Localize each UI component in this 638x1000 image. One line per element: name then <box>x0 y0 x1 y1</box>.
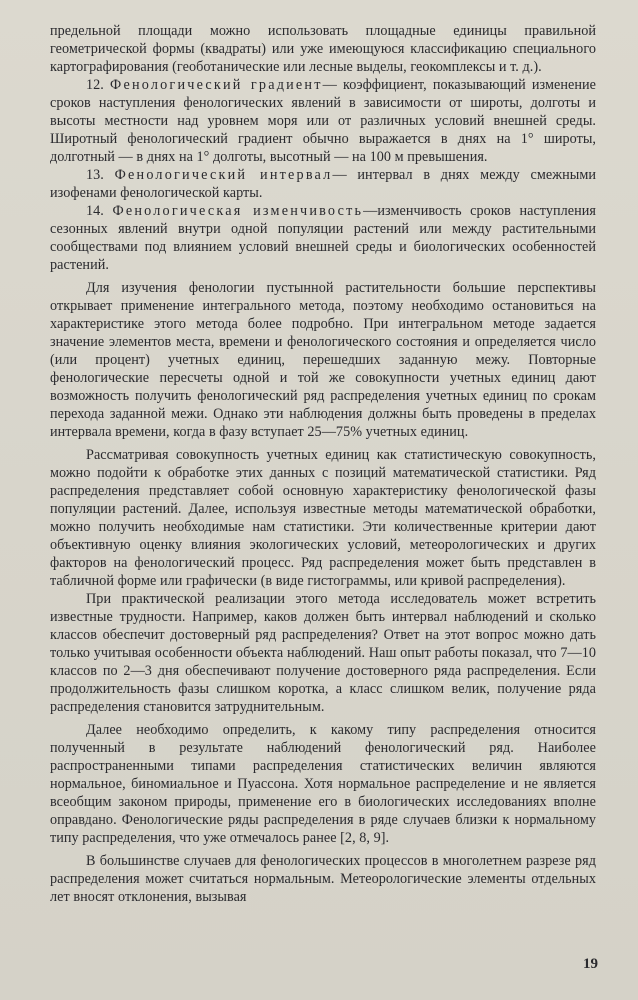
paragraph-statistical-aggregate: Рассматривая совокупность учетных единиц как статистическую совокупность, можно подойти к обработке этих данных с позиций математической статистики. Ряд распределения представляет собой основную характеристику фенологической фазы популяции растений. Далее, используя известные методы математической обработки, можно получить необходимые нам статистики. Эти количественные критерии дают объективную оценку влияния экологических условий, метеорологических и других факторов на фенологический процесс. Ряд распределения может быть представлен в табличной форме или графически (в виде гистограммы, или кривой распределения). <box>50 447 596 589</box>
definition-term: Фенологическая изменчивость <box>112 203 364 219</box>
definition-text: —изменчивость сроков наступления сезонных явлений внутри одной популяции растений или между растительными сообществами под влиянием условий внешней среды и биологических особенностей растений. <box>50 203 596 273</box>
definition-text: — интервал в днях между смежными изофенами фенологической карты. <box>50 167 597 201</box>
definition-text: — коэффициент, показывающий изменение сроков наступления фенологических явлений в зависимости от широты, долготы и высоты местности над уровнем моря или от различных условий внешней среды. Широтный фенологический градиент обычно выражается в днях на 1° широты, долготный — в днях на 1° долготы, высотный — на 100 м превышения. <box>50 77 596 165</box>
definition-phenological-gradient <box>50 76 596 166</box>
paragraph-distribution-type: Далее необходимо определить, к какому типу распределения относится полученный в результате наблюдений фенологический ряд. Наиболее распространенными типами распределения статистических величин являются нормальное, биномиальное и Пуассона. Хотя нормальное распределение и не является всеобщим законом природы, применение его в биологических исследованиях вполне оправдано. Фенологические ряды распределения в ряде случаев близки к нормальному типу распределения, что уже отмечалось ранее [2, 8, 9]. <box>50 722 596 846</box>
definition-phenological-variability <box>50 202 596 274</box>
definition-number: 14. <box>86 203 104 219</box>
paragraph-practical-implementation: При практической реализации этого метода исследователь может встретить известные трудности. Например, каков должен быть интервал наблюдений и сколько классов обеспечит достоверный ряд распределения? Ответ на этот вопрос можно дать только учитывая особенности объекта наблюдений. Наш опыт работы показал, что 7—10 классов по 2—3 дня обеспечивают получение достоверного ряда распределения. Если продолжительность фазы слишком коротка, а класс слишком велик, получение ряда распределения становится затруднительным. <box>50 591 596 715</box>
definition-number: 13. <box>86 167 104 183</box>
definition-term: Фенологический градиент <box>110 77 323 93</box>
page-number: 19 <box>583 956 598 972</box>
paragraph-intro-continuation: предельной площади можно использовать площадные единицы правильной геометрической формы (квадраты) или уже имеющуюся классификацию специального картографирования (геоботанические или лесные выделы, геокомплексы и т. д.). <box>50 23 596 75</box>
definition-phenological-interval <box>50 166 596 202</box>
definition-number: 12. <box>86 77 104 93</box>
definition-term: Фенологический интервал <box>114 167 333 183</box>
paragraph-multiyear-processes: В большинстве случаев для фенологических процессов в многолетнем разрезе ряд распределения может считаться нормальным. Метеорологические элементы отдельных лет вносят отклонения, вызывая <box>50 853 596 905</box>
paragraph-integral-method: Для изучения фенологии пустынной растительности большие перспективы открывает применение интегрального метода, поэтому необходимо остановиться на характеристике этого метода более подробно. При интегральном методе задается значение элементов места, времени и фенологического состояния и определяется число (или процент) учетных единиц, перешедших заданную межу. Повторные фенологические пересчеты одной и той же совокупности учетных единиц дают возможность получить фенологический ряд распределения учетных единиц по срокам перехода заданной межи. Однако эти наблюдения должны быть проведены в пределах интервала времени, когда в фазу вступает 25—75% учетных единиц. <box>50 280 596 440</box>
